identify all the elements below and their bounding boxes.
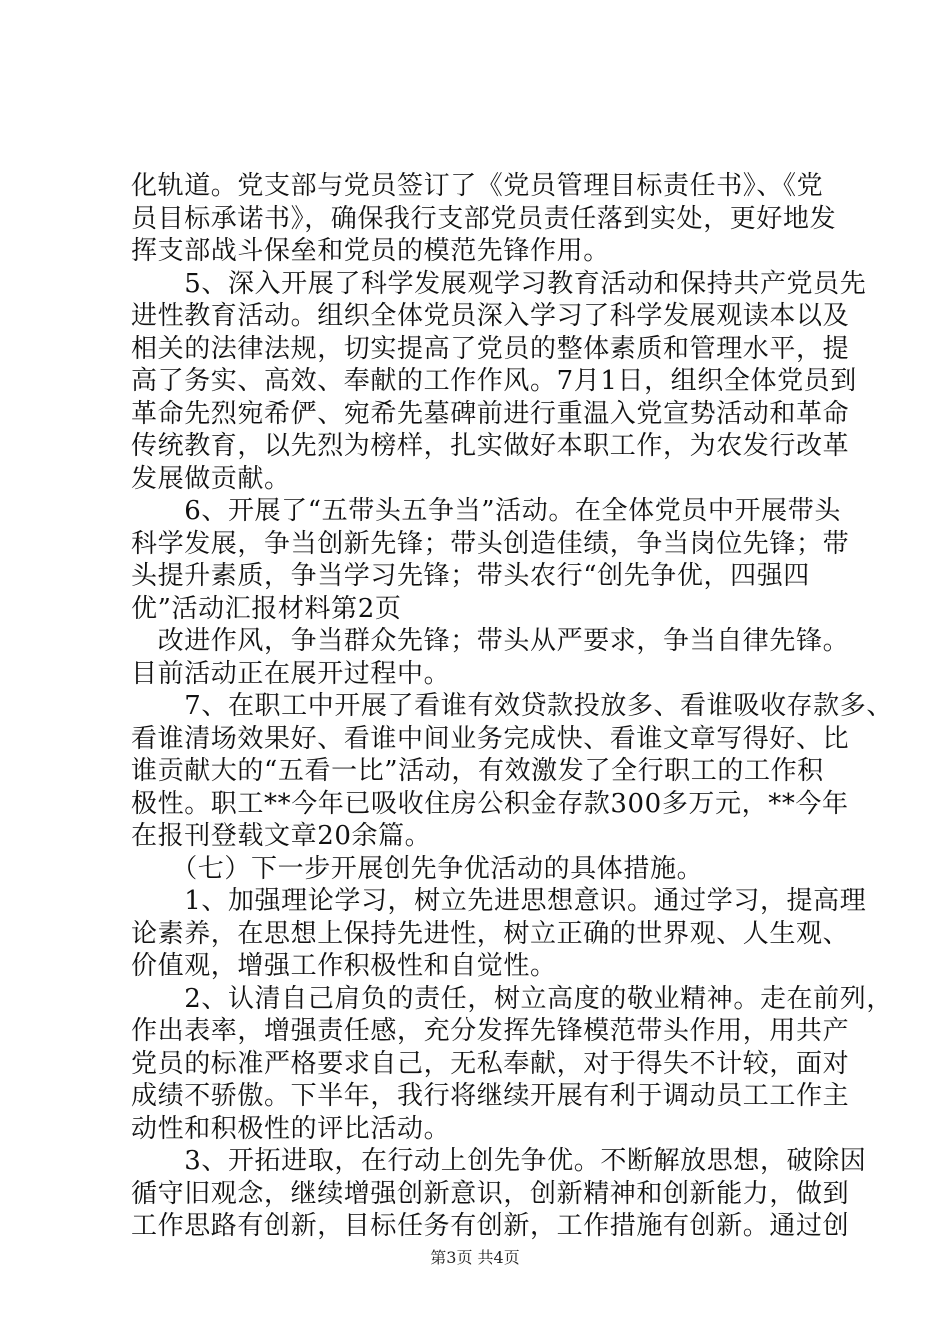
text-line: 发展做贡献。 xyxy=(131,463,291,494)
text-line: 看谁清场效果好、看谁中间业务完成快、看谁文章写得好、比 xyxy=(131,723,850,754)
text-line: 极性。职工**今年已吸收住房公积金存款300多万元，**今年 xyxy=(131,788,849,819)
page-footer: 第3页 共4页 xyxy=(430,1248,520,1267)
text-line: 目前活动正在展开过程中。 xyxy=(131,658,451,689)
text-line: 1、加强理论学习，树立先进思想意识。通过学习，提高理 xyxy=(131,886,867,916)
text-line: 2、认清自己肩负的责任，树立高度的敬业精神。走在前列， xyxy=(131,983,893,1014)
text-line: 作出表率，增强责任感，充分发挥先锋模范带头作用，用共产 xyxy=(131,1016,850,1046)
document-body xyxy=(131,170,893,1243)
text-line: 优”活动汇报材料第2页 xyxy=(131,593,402,624)
text-line: 化轨道。党支部与党员签订了《党员管理目标责任书》、《党 xyxy=(131,171,824,201)
text-line: 在报刊登载文章20余篇。 xyxy=(131,821,432,851)
text-line: 革命先烈宛希俨、宛希先墓碑前进行重温入党宣势活动和革命 xyxy=(131,398,850,429)
text-line: 党员的标准严格要求自己，无私奉献，对于得失不计较，面对 xyxy=(131,1048,850,1079)
text-line: 7、在职工中开展了看谁有效贷款投放多、看谁吸收存款多、 xyxy=(131,691,893,721)
text-line: 工作思路有创新，目标任务有创新，工作措施有创新。通过创 xyxy=(131,1211,850,1241)
text-line: 6、开展了“五带头五争当”活动。在全体党员中开展带头 xyxy=(131,496,841,526)
text-line: 科学发展，争当创新先锋；带头创造佳绩，争当岗位先锋；带 xyxy=(131,528,850,559)
text-line: 3、开拓进取，在行动上创先争优。不断解放思想，破除因 xyxy=(131,1146,867,1176)
text-line: 高了务实、高效、奉献的工作作风。7月1日，组织全体党员到 xyxy=(131,366,857,396)
text-line: 头提升素质，争当学习先锋；带头农行“创先争优，四强四 xyxy=(131,561,810,591)
text-line: 论素养，在思想上保持先进性，树立正确的世界观、人生观、 xyxy=(131,918,850,949)
text-line: 挥支部战斗保垒和党员的模范先锋作用。 xyxy=(131,236,610,266)
text-line: 循守旧观念，继续增强创新意识，创新精神和创新能力，做到 xyxy=(131,1178,850,1209)
text-line: 改进作风，争当群众先锋；带头从严要求，争当自律先锋。 xyxy=(131,626,850,656)
text-line: 相关的法律法规，切实提高了党员的整体素质和管理水平，提 xyxy=(131,333,850,364)
text-line: 传统教育，以先烈为榜样，扎实做好本职工作，为农发行改革 xyxy=(131,431,850,461)
text-line: 员目标承诺书》，确保我行支部党员责任落到实处，更好地发 xyxy=(131,203,837,234)
text-line: 谁贡献大的“五看一比”活动，有效激发了全行职工的工作积 xyxy=(131,756,824,786)
text-line: （七）下一步开展创先争优活动的具体措施。 xyxy=(131,853,704,884)
text-line: 价值观，增强工作积极性和自觉性。 xyxy=(131,951,557,981)
text-line: 动性和积极性的评比活动。 xyxy=(131,1113,451,1144)
text-line: 5、深入开展了科学发展观学习教育活动和保持共产党员先 xyxy=(131,268,867,299)
text-line: 进性教育活动。组织全体党员深入学习了科学发展观读本以及 xyxy=(131,301,850,331)
text-line: 成绩不骄傲。下半年，我行将继续开展有利于调动员工工作主 xyxy=(131,1081,850,1111)
